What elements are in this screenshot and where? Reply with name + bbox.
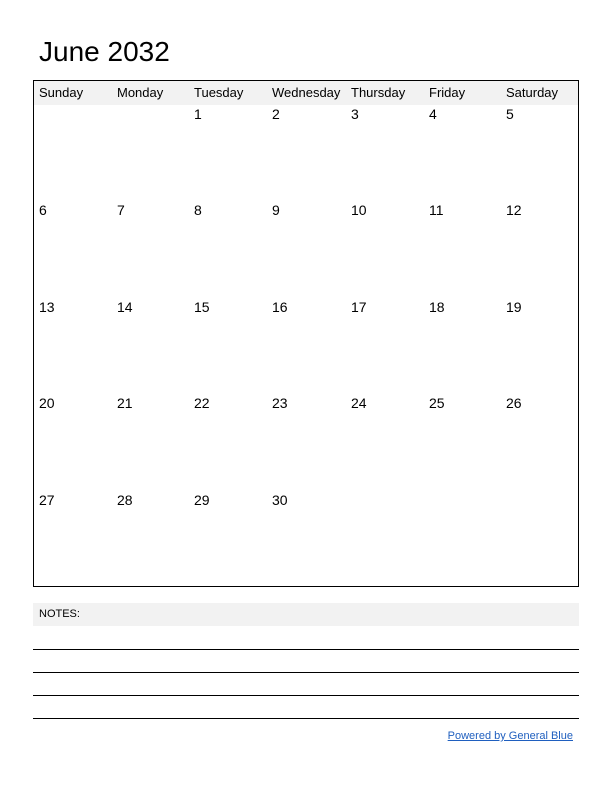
notes-line <box>33 649 579 650</box>
day-cell: 5 <box>506 106 514 122</box>
day-cell: 6 <box>39 202 47 218</box>
day-cell: 30 <box>272 492 288 508</box>
page-title: June 2032 <box>39 36 170 67</box>
powered-by-link[interactable]: Powered by General Blue <box>447 730 573 742</box>
calendar-grid <box>33 80 579 587</box>
weekday-header-row <box>34 81 578 105</box>
day-cell: 4 <box>429 106 437 122</box>
day-cell: 7 <box>117 202 125 218</box>
day-cell: 22 <box>194 395 210 411</box>
day-cell: 9 <box>272 202 280 218</box>
weekday-monday: Monday <box>117 85 164 100</box>
day-cell: 24 <box>351 395 367 411</box>
day-cell: 14 <box>117 299 133 315</box>
day-cell: 26 <box>506 395 522 411</box>
day-cell: 17 <box>351 299 367 315</box>
day-cell: 23 <box>272 395 288 411</box>
day-cell: 13 <box>39 299 55 315</box>
day-cell: 15 <box>194 299 210 315</box>
weekday-thursday: Thursday <box>351 85 406 100</box>
weekday-friday: Friday <box>429 85 466 100</box>
weekday-saturday: Saturday <box>506 85 559 100</box>
notes-label: NOTES: <box>33 603 579 626</box>
weekday-tuesday: Tuesday <box>194 85 244 100</box>
day-cell: 2 <box>272 106 280 122</box>
day-cell: 1 <box>194 106 202 122</box>
day-cell: 25 <box>429 395 445 411</box>
weekday-sunday: Sunday <box>39 85 84 100</box>
day-cell: 10 <box>351 202 367 218</box>
day-cell: 18 <box>429 299 445 315</box>
day-cell: 28 <box>117 492 133 508</box>
notes-line <box>33 718 579 719</box>
day-cell: 8 <box>194 202 202 218</box>
day-cell: 21 <box>117 395 133 411</box>
day-cell: 16 <box>272 299 288 315</box>
day-cell: 11 <box>429 202 444 218</box>
day-cell: 3 <box>351 106 359 122</box>
day-cell: 27 <box>39 492 55 508</box>
notes-line <box>33 695 579 696</box>
day-cell: 20 <box>39 395 55 411</box>
day-cell: 12 <box>506 202 522 218</box>
notes-line <box>33 672 579 673</box>
weekday-wednesday: Wednesday <box>272 85 341 100</box>
day-cell: 29 <box>194 492 210 508</box>
day-cell: 19 <box>506 299 522 315</box>
